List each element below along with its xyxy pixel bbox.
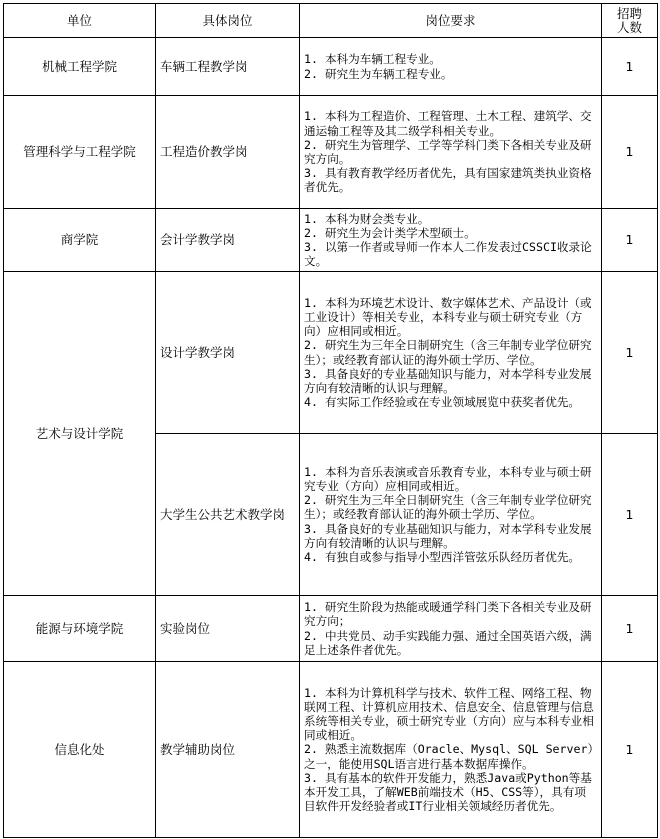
requirements-cell (300, 434, 602, 596)
requirements-cell (300, 272, 602, 434)
header-post: 具体岗位 (156, 4, 300, 38)
requirement-line: 4. 有独自或参与指导小型西洋管弦乐队经历者优先。 (304, 550, 581, 564)
requirements-cell (300, 662, 602, 838)
post-cell: 会计学教学岗 (156, 209, 300, 272)
requirement-line: 1. 本科为财会类专业。 (304, 211, 430, 226)
requirements-cell (300, 96, 602, 209)
post-cell: 实验岗位 (156, 596, 300, 662)
post-cell: 大学生公共艺术教学岗 (156, 434, 300, 596)
requirement-line: 4. 有实际工作经验或在专业领域展览中获奖者优先。 (304, 395, 581, 410)
requirement-line: 1. 本科为车辆工程专业。 (304, 52, 441, 67)
unit-cell: 艺术与设计学院 (4, 272, 156, 596)
requirements-cell (300, 596, 602, 662)
count-cell: 1 (602, 434, 658, 596)
requirement-line: 3. 具备良好的专业基础知识与能力，对本学科专业发展方向有较清晰的认识与理解。 (304, 521, 592, 550)
count-cell: 1 (602, 596, 658, 662)
requirement-line: 3. 具有基本的软件开发能力，熟悉Java或Python等基本开发工具，了解WEB前端技术（H5、CSS等），具有项目软件开发经验者或IT行业相关领域经历者优先。 (304, 770, 592, 814)
count-cell: 1 (602, 38, 658, 96)
requirements-cell (300, 209, 602, 272)
header-requirements: 岗位要求 (300, 4, 602, 38)
table-header-row (4, 4, 658, 38)
requirement-line: 1. 研究生阶段为热能或暖通学科门类下各相关专业及研究方向； (304, 600, 592, 629)
requirement-line: 1. 本科为工程造价、工程管理、土木工程、建筑学、交通运输工程等及其二级学科相关专业。 (304, 109, 592, 138)
unit-cell: 信息化处 (4, 662, 156, 838)
count-cell: 1 (602, 96, 658, 209)
unit-cell: 能源与环境学院 (4, 596, 156, 662)
post-cell: 教学辅助岗位 (156, 662, 300, 838)
table-row (4, 272, 658, 434)
table-row (4, 596, 658, 662)
count-cell: 1 (602, 272, 658, 434)
unit-cell: 商学院 (4, 209, 156, 272)
requirement-line: 3. 具有教育教学经历者优先，具有国家建筑类执业资格者优先。 (304, 166, 592, 195)
post-cell: 工程造价教学岗 (156, 96, 300, 209)
recruitment-table (3, 3, 658, 838)
table-row (4, 38, 658, 96)
requirement-line: 2. 研究生为车辆工程专业。 (304, 66, 453, 81)
requirement-line: 1. 本科为音乐表演或音乐教育专业，本科专业与硕士研究专业（方向）应相同或相近。 (304, 464, 592, 493)
requirement-line: 3. 具备良好的专业基础知识与能力，对本学科专业发展方向有较清晰的认识与理解。 (304, 366, 592, 395)
requirement-line: 2. 中共党员、动手实践能力强、通过全国英语六级，满足上述条件者优先。 (304, 628, 592, 657)
requirement-line: 2. 研究生为三年全日制研究生（含三年制专业学位研究生）；或经教育部认证的海外硕士学历、学位。 (304, 493, 592, 522)
table-row (4, 96, 658, 209)
requirement-line: 1. 本科为计算机科学与技术、软件工程、网络工程、物联网工程、计算机应用技术、信息安全、信息管理与信息系统等相关专业，硕士研究专业（方向）应与本科专业相同或相近。 (304, 685, 594, 743)
post-cell: 设计学教学岗 (156, 272, 300, 434)
unit-cell: 管理科学与工程学院 (4, 96, 156, 209)
requirement-line: 2. 熟悉主流数据库（Oracle、Mysql、SQL Server）之一，能使用SQL语言进行基本数据库操作。 (304, 742, 594, 771)
table-row (4, 209, 658, 272)
table-row (4, 662, 658, 838)
requirement-line: 2. 研究生为会计类学术型硕士。 (304, 225, 476, 240)
requirement-line: 1. 本科为环境艺术设计、数字媒体艺术、产品设计（或工业设计）等相关专业，本科专业与硕士研究专业（方向）应相同或相近。 (304, 295, 592, 339)
unit-cell: 机械工程学院 (4, 38, 156, 96)
requirement-line: 2. 研究生为三年全日制研究生（含三年制专业学位研究生）；或经教育部认证的海外硕士学历、学位。 (304, 338, 592, 367)
requirements-cell (300, 38, 602, 96)
count-cell: 1 (602, 209, 658, 272)
count-cell: 1 (602, 662, 658, 838)
header-unit: 单位 (4, 4, 156, 38)
requirement-line: 2. 研究生为管理学、工学等学科门类下各相关专业及研究方向。 (304, 137, 592, 166)
header-count: 招聘人数 (602, 4, 658, 38)
post-cell: 车辆工程教学岗 (156, 38, 300, 96)
requirement-line: 3. 以第一作者或导师一作本人二作发表过CSSCI收录论文。 (304, 240, 592, 269)
